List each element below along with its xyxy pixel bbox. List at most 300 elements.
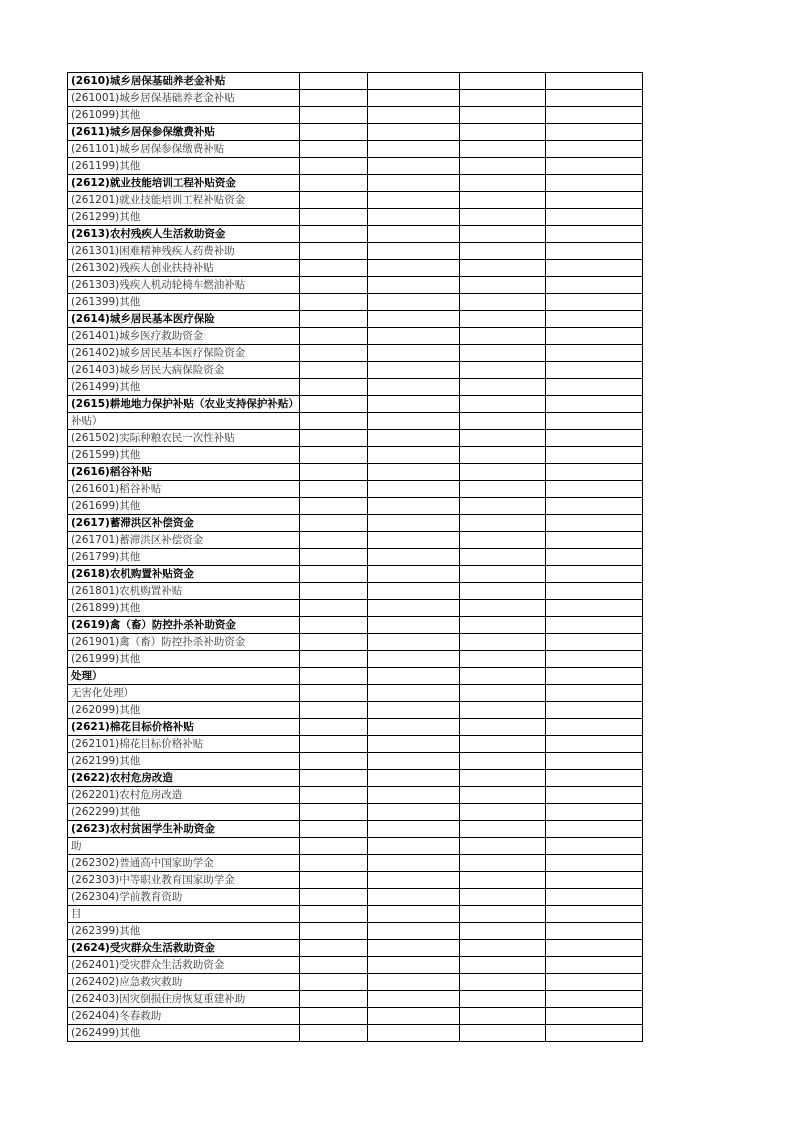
empty-value-cell[interactable] [459, 311, 545, 328]
empty-value-cell[interactable] [367, 702, 459, 719]
empty-value-cell[interactable] [299, 498, 367, 515]
empty-value-cell[interactable] [545, 974, 642, 991]
subcategory-cell[interactable]: (262401)受灾群众生活救助资金 [68, 957, 300, 974]
empty-value-cell[interactable] [299, 634, 367, 651]
subcategory-cell[interactable]: (261001)城乡居保基础养老金补贴 [68, 90, 300, 107]
empty-value-cell[interactable] [545, 90, 642, 107]
empty-value-cell[interactable] [545, 192, 642, 209]
table-row [68, 668, 643, 685]
empty-value-cell[interactable] [459, 974, 545, 991]
empty-value-cell[interactable] [545, 753, 642, 770]
empty-value-cell[interactable] [367, 583, 459, 600]
category-header-cell[interactable]: (2622)农村危房改造 [68, 770, 300, 787]
empty-value-cell[interactable] [545, 923, 642, 940]
empty-value-cell[interactable] [367, 957, 459, 974]
empty-value-cell[interactable] [367, 192, 459, 209]
empty-value-cell[interactable] [299, 804, 367, 821]
empty-value-cell[interactable] [367, 855, 459, 872]
empty-value-cell[interactable] [545, 345, 642, 362]
empty-value-cell[interactable] [367, 940, 459, 957]
empty-value-cell[interactable] [545, 838, 642, 855]
empty-value-cell[interactable] [545, 73, 642, 90]
empty-value-cell[interactable] [299, 107, 367, 124]
category-header-cell[interactable]: (2621)棉花目标价格补贴 [68, 719, 300, 736]
empty-value-cell[interactable] [545, 124, 642, 141]
empty-value-cell[interactable] [299, 1025, 367, 1042]
empty-value-cell[interactable] [367, 73, 459, 90]
empty-value-cell[interactable] [299, 124, 367, 141]
empty-value-cell[interactable] [545, 668, 642, 685]
empty-value-cell[interactable] [459, 770, 545, 787]
category-header-cell[interactable]: (2611)城乡居保参保缴费补贴 [68, 124, 300, 141]
empty-value-cell[interactable] [545, 464, 642, 481]
empty-value-cell[interactable] [545, 634, 642, 651]
empty-value-cell[interactable] [459, 940, 545, 957]
empty-value-cell[interactable] [299, 685, 367, 702]
category-header-cell[interactable]: (2619)禽（畜）防控扑杀补助资金 [68, 617, 300, 634]
empty-value-cell[interactable] [367, 430, 459, 447]
empty-value-cell[interactable] [299, 243, 367, 260]
empty-value-cell[interactable] [459, 787, 545, 804]
table-row [68, 464, 643, 481]
empty-value-cell[interactable] [299, 328, 367, 345]
empty-value-cell[interactable] [299, 413, 367, 430]
subcategory-cell[interactable]: (262304)学前教育资助 [68, 889, 300, 906]
empty-value-cell[interactable] [459, 532, 545, 549]
empty-value-cell[interactable] [367, 770, 459, 787]
empty-value-cell[interactable] [545, 515, 642, 532]
empty-value-cell[interactable] [299, 957, 367, 974]
empty-value-cell[interactable] [299, 447, 367, 464]
empty-value-cell[interactable] [299, 158, 367, 175]
category-header-cell[interactable]: (2624)受灾群众生活救助资金 [68, 940, 300, 957]
empty-value-cell[interactable] [459, 464, 545, 481]
empty-value-cell[interactable] [459, 362, 545, 379]
empty-value-cell[interactable] [299, 464, 367, 481]
category-header-cell[interactable]: (2610)城乡居保基础养老金补贴 [68, 73, 300, 90]
empty-value-cell[interactable] [545, 804, 642, 821]
empty-value-cell[interactable] [299, 651, 367, 668]
empty-value-cell[interactable] [299, 906, 367, 923]
empty-value-cell[interactable] [367, 158, 459, 175]
subcategory-cell[interactable]: (261701)蓄滞洪区补偿资金 [68, 532, 300, 549]
empty-value-cell[interactable] [545, 787, 642, 804]
empty-value-cell[interactable] [459, 736, 545, 753]
empty-value-cell[interactable] [545, 311, 642, 328]
empty-value-cell[interactable] [545, 855, 642, 872]
empty-value-cell[interactable] [299, 889, 367, 906]
empty-value-cell[interactable] [545, 957, 642, 974]
table-row [68, 532, 643, 549]
empty-value-cell[interactable] [299, 974, 367, 991]
subsidy-category-table [67, 72, 643, 1042]
subcategory-cell[interactable]: (262302)普通高中国家助学金 [68, 855, 300, 872]
empty-value-cell[interactable] [299, 345, 367, 362]
subcategory-cell[interactable]: (261299)其他 [68, 209, 300, 226]
empty-value-cell[interactable] [299, 991, 367, 1008]
subcategory-cell[interactable]: (262201)农村危房改造 [68, 787, 300, 804]
empty-value-cell[interactable] [367, 566, 459, 583]
empty-value-cell[interactable] [459, 226, 545, 243]
empty-value-cell[interactable] [545, 158, 642, 175]
empty-value-cell[interactable] [459, 991, 545, 1008]
subcategory-cell[interactable]: 助 [68, 838, 300, 855]
empty-value-cell[interactable] [459, 566, 545, 583]
empty-value-cell[interactable] [545, 175, 642, 192]
empty-value-cell[interactable] [367, 345, 459, 362]
empty-value-cell[interactable] [545, 226, 642, 243]
empty-value-cell[interactable] [459, 243, 545, 260]
table-row [68, 1008, 643, 1025]
empty-value-cell[interactable] [299, 838, 367, 855]
subcategory-cell[interactable]: (262099)其他 [68, 702, 300, 719]
subcategory-cell[interactable]: (261699)其他 [68, 498, 300, 515]
empty-value-cell[interactable] [299, 532, 367, 549]
empty-value-cell[interactable] [299, 515, 367, 532]
subcategory-cell[interactable]: (262303)中等职业教育国家助学金 [68, 872, 300, 889]
empty-value-cell[interactable] [545, 736, 642, 753]
empty-value-cell[interactable] [367, 1025, 459, 1042]
empty-value-cell[interactable] [545, 209, 642, 226]
empty-value-cell[interactable] [545, 583, 642, 600]
empty-value-cell[interactable] [459, 1008, 545, 1025]
empty-value-cell[interactable] [459, 515, 545, 532]
table-row [68, 226, 643, 243]
empty-value-cell[interactable] [459, 107, 545, 124]
subcategory-cell[interactable]: (261101)城乡居保参保缴费补贴 [68, 141, 300, 158]
empty-value-cell[interactable] [545, 430, 642, 447]
empty-value-cell[interactable] [459, 124, 545, 141]
empty-value-cell[interactable] [459, 73, 545, 90]
empty-value-cell[interactable] [459, 634, 545, 651]
empty-value-cell[interactable] [367, 787, 459, 804]
empty-value-cell[interactable] [299, 872, 367, 889]
empty-value-cell[interactable] [459, 158, 545, 175]
empty-value-cell[interactable] [367, 821, 459, 838]
empty-value-cell[interactable] [367, 328, 459, 345]
empty-value-cell[interactable] [459, 549, 545, 566]
empty-value-cell[interactable] [367, 243, 459, 260]
empty-value-cell[interactable] [545, 260, 642, 277]
empty-value-cell[interactable] [367, 464, 459, 481]
empty-value-cell[interactable] [545, 107, 642, 124]
empty-value-cell[interactable] [367, 974, 459, 991]
empty-value-cell[interactable] [459, 1025, 545, 1042]
empty-value-cell[interactable] [545, 685, 642, 702]
empty-value-cell[interactable] [299, 855, 367, 872]
category-header-cell[interactable]: (2623)农村贫困学生补助资金 [68, 821, 300, 838]
table-body [68, 73, 643, 1042]
empty-value-cell[interactable] [459, 702, 545, 719]
empty-value-cell[interactable] [299, 141, 367, 158]
empty-value-cell[interactable] [299, 566, 367, 583]
empty-value-cell[interactable] [545, 889, 642, 906]
category-header-cell[interactable]: (2613)农村残疾人生活救助资金 [68, 226, 300, 243]
category-header-cell[interactable]: (2617)蓄滞洪区补偿资金 [68, 515, 300, 532]
empty-value-cell[interactable] [299, 1008, 367, 1025]
empty-value-cell[interactable] [299, 311, 367, 328]
empty-value-cell[interactable] [459, 192, 545, 209]
subcategory-cell[interactable]: (261199)其他 [68, 158, 300, 175]
empty-value-cell[interactable] [459, 379, 545, 396]
empty-value-cell[interactable] [459, 175, 545, 192]
empty-value-cell[interactable] [367, 600, 459, 617]
empty-value-cell[interactable] [367, 1008, 459, 1025]
empty-value-cell[interactable] [367, 617, 459, 634]
empty-value-cell[interactable] [299, 821, 367, 838]
subcategory-cell[interactable]: (262403)因灾倒损住房恢复重建补助 [68, 991, 300, 1008]
empty-value-cell[interactable] [367, 498, 459, 515]
subcategory-cell[interactable]: (262101)棉花目标价格补贴 [68, 736, 300, 753]
empty-value-cell[interactable] [367, 651, 459, 668]
table-row [68, 362, 643, 379]
empty-value-cell[interactable] [545, 566, 642, 583]
empty-value-cell[interactable] [367, 736, 459, 753]
empty-value-cell[interactable] [545, 991, 642, 1008]
empty-value-cell[interactable] [367, 872, 459, 889]
subcategory-cell[interactable]: (261301)困难精神残疾人药费补助 [68, 243, 300, 260]
empty-value-cell[interactable] [459, 668, 545, 685]
category-header-cell[interactable]: (2612)就业技能培训工程补贴资金 [68, 175, 300, 192]
table-row [68, 702, 643, 719]
empty-value-cell[interactable] [299, 192, 367, 209]
empty-value-cell[interactable] [459, 804, 545, 821]
empty-value-cell[interactable] [545, 328, 642, 345]
empty-value-cell[interactable] [299, 736, 367, 753]
subcategory-cell[interactable]: 无害化处理） [68, 685, 300, 702]
table-row [68, 328, 643, 345]
empty-value-cell[interactable] [545, 651, 642, 668]
subcategory-cell[interactable]: (261499)其他 [68, 379, 300, 396]
empty-value-cell[interactable] [367, 634, 459, 651]
empty-value-cell[interactable] [299, 379, 367, 396]
subcategory-cell[interactable]: (261799)其他 [68, 549, 300, 566]
empty-value-cell[interactable] [545, 379, 642, 396]
empty-value-cell[interactable] [459, 294, 545, 311]
empty-value-cell[interactable] [299, 940, 367, 957]
empty-value-cell[interactable] [367, 753, 459, 770]
empty-value-cell[interactable] [545, 719, 642, 736]
subcategory-cell[interactable]: (262399)其他 [68, 923, 300, 940]
empty-value-cell[interactable] [367, 226, 459, 243]
empty-value-cell[interactable] [299, 617, 367, 634]
empty-value-cell[interactable] [367, 90, 459, 107]
subcategory-cell[interactable]: (261302)残疾人创业扶持补贴 [68, 260, 300, 277]
empty-value-cell[interactable] [459, 957, 545, 974]
subcategory-cell[interactable]: (261901)禽（畜）防控扑杀补助资金 [68, 634, 300, 651]
empty-value-cell[interactable] [367, 481, 459, 498]
empty-value-cell[interactable] [367, 668, 459, 685]
empty-value-cell[interactable] [459, 600, 545, 617]
empty-value-cell[interactable] [459, 430, 545, 447]
empty-value-cell[interactable] [545, 872, 642, 889]
subcategory-cell[interactable]: (262299)其他 [68, 804, 300, 821]
empty-value-cell[interactable] [367, 923, 459, 940]
empty-value-cell[interactable] [545, 532, 642, 549]
category-header-cell[interactable]: 处理） [68, 668, 300, 685]
empty-value-cell[interactable] [459, 260, 545, 277]
empty-value-cell[interactable] [545, 413, 642, 430]
empty-value-cell[interactable] [459, 209, 545, 226]
empty-value-cell[interactable] [459, 396, 545, 413]
empty-value-cell[interactable] [545, 549, 642, 566]
subcategory-cell[interactable]: (261899)其他 [68, 600, 300, 617]
empty-value-cell[interactable] [459, 855, 545, 872]
subcategory-cell[interactable]: 目 [68, 906, 300, 923]
empty-value-cell[interactable] [367, 277, 459, 294]
subcategory-cell[interactable]: (261399)其他 [68, 294, 300, 311]
empty-value-cell[interactable] [545, 617, 642, 634]
empty-value-cell[interactable] [299, 362, 367, 379]
empty-value-cell[interactable] [367, 396, 459, 413]
empty-value-cell[interactable] [299, 770, 367, 787]
empty-value-cell[interactable] [459, 617, 545, 634]
empty-value-cell[interactable] [299, 209, 367, 226]
subcategory-cell[interactable]: (261099)其他 [68, 107, 300, 124]
empty-value-cell[interactable] [367, 260, 459, 277]
empty-value-cell[interactable] [367, 447, 459, 464]
category-header-cell[interactable]: (2616)稻谷补贴 [68, 464, 300, 481]
subcategory-cell[interactable]: (261999)其他 [68, 651, 300, 668]
table-row [68, 396, 643, 413]
empty-value-cell[interactable] [367, 906, 459, 923]
category-header-cell[interactable]: (2615)耕地地力保护补贴（农业支持保护补贴） [68, 396, 300, 413]
empty-value-cell[interactable] [459, 753, 545, 770]
empty-value-cell[interactable] [545, 1008, 642, 1025]
empty-value-cell[interactable] [367, 515, 459, 532]
empty-value-cell[interactable] [367, 141, 459, 158]
empty-value-cell[interactable] [299, 702, 367, 719]
empty-value-cell[interactable] [367, 991, 459, 1008]
empty-value-cell[interactable] [459, 447, 545, 464]
empty-value-cell[interactable] [367, 413, 459, 430]
subcategory-cell[interactable]: (261303)残疾人机动轮椅车燃油补贴 [68, 277, 300, 294]
subcategory-cell[interactable]: (261403)城乡居民大病保险资金 [68, 362, 300, 379]
empty-value-cell[interactable] [545, 1025, 642, 1042]
empty-value-cell[interactable] [545, 294, 642, 311]
table-row [68, 260, 643, 277]
empty-value-cell[interactable] [367, 889, 459, 906]
subcategory-cell[interactable]: (261402)城乡居民基本医疗保险资金 [68, 345, 300, 362]
empty-value-cell[interactable] [299, 396, 367, 413]
subcategory-cell[interactable]: (262404)冬春救助 [68, 1008, 300, 1025]
empty-value-cell[interactable] [545, 141, 642, 158]
subcategory-cell[interactable]: (261201)就业技能培训工程补贴资金 [68, 192, 300, 209]
table-row [68, 940, 643, 957]
empty-value-cell[interactable] [367, 362, 459, 379]
empty-value-cell[interactable] [367, 107, 459, 124]
empty-value-cell[interactable] [299, 668, 367, 685]
empty-value-cell[interactable] [299, 73, 367, 90]
empty-value-cell[interactable] [367, 838, 459, 855]
empty-value-cell[interactable] [367, 294, 459, 311]
empty-value-cell[interactable] [299, 753, 367, 770]
empty-value-cell[interactable] [459, 906, 545, 923]
empty-value-cell[interactable] [367, 311, 459, 328]
empty-value-cell[interactable] [545, 702, 642, 719]
empty-value-cell[interactable] [545, 396, 642, 413]
empty-value-cell[interactable] [299, 226, 367, 243]
empty-value-cell[interactable] [459, 651, 545, 668]
empty-value-cell[interactable] [299, 260, 367, 277]
empty-value-cell[interactable] [545, 600, 642, 617]
empty-value-cell[interactable] [367, 532, 459, 549]
empty-value-cell[interactable] [459, 498, 545, 515]
subcategory-cell[interactable]: (262402)应急救灾救助 [68, 974, 300, 991]
category-header-cell[interactable]: (2614)城乡居民基本医疗保险 [68, 311, 300, 328]
empty-value-cell[interactable] [367, 379, 459, 396]
empty-value-cell[interactable] [545, 770, 642, 787]
subcategory-cell[interactable]: (261502)实际种粮农民一次性补贴 [68, 430, 300, 447]
empty-value-cell[interactable] [545, 362, 642, 379]
empty-value-cell[interactable] [299, 294, 367, 311]
empty-value-cell[interactable] [299, 583, 367, 600]
empty-value-cell[interactable] [459, 821, 545, 838]
empty-value-cell[interactable] [459, 277, 545, 294]
empty-value-cell[interactable] [459, 345, 545, 362]
empty-value-cell[interactable] [299, 600, 367, 617]
empty-value-cell[interactable] [459, 413, 545, 430]
empty-value-cell[interactable] [545, 243, 642, 260]
table-row [68, 413, 643, 430]
empty-value-cell[interactable] [299, 787, 367, 804]
empty-value-cell[interactable] [459, 90, 545, 107]
empty-value-cell[interactable] [299, 430, 367, 447]
empty-value-cell[interactable] [299, 90, 367, 107]
empty-value-cell[interactable] [459, 481, 545, 498]
empty-value-cell[interactable] [299, 277, 367, 294]
empty-value-cell[interactable] [459, 719, 545, 736]
empty-value-cell[interactable] [459, 141, 545, 158]
empty-value-cell[interactable] [299, 481, 367, 498]
empty-value-cell[interactable] [545, 906, 642, 923]
empty-value-cell[interactable] [299, 923, 367, 940]
subcategory-cell[interactable]: (262499)其他 [68, 1025, 300, 1042]
empty-value-cell[interactable] [299, 549, 367, 566]
empty-value-cell[interactable] [367, 719, 459, 736]
empty-value-cell[interactable] [545, 940, 642, 957]
empty-value-cell[interactable] [459, 583, 545, 600]
empty-value-cell[interactable] [299, 719, 367, 736]
empty-value-cell[interactable] [545, 277, 642, 294]
empty-value-cell[interactable] [545, 447, 642, 464]
subcategory-cell[interactable]: (261801)农机购置补贴 [68, 583, 300, 600]
empty-value-cell[interactable] [367, 549, 459, 566]
empty-value-cell[interactable] [545, 821, 642, 838]
subcategory-cell[interactable]: 补贴） [68, 413, 300, 430]
empty-value-cell[interactable] [459, 328, 545, 345]
subcategory-cell[interactable]: (261401)城乡医疗救助资金 [68, 328, 300, 345]
empty-value-cell[interactable] [459, 685, 545, 702]
empty-value-cell[interactable] [367, 124, 459, 141]
empty-value-cell[interactable] [545, 498, 642, 515]
empty-value-cell[interactable] [545, 481, 642, 498]
empty-value-cell[interactable] [459, 923, 545, 940]
subcategory-cell[interactable]: (261599)其他 [68, 447, 300, 464]
empty-value-cell[interactable] [459, 838, 545, 855]
table-row [68, 787, 643, 804]
empty-value-cell[interactable] [459, 872, 545, 889]
empty-value-cell[interactable] [459, 889, 545, 906]
subcategory-cell[interactable]: (261601)稻谷补贴 [68, 481, 300, 498]
category-header-cell[interactable]: (2618)农机购置补贴资金 [68, 566, 300, 583]
empty-value-cell[interactable] [367, 175, 459, 192]
empty-value-cell[interactable] [367, 685, 459, 702]
empty-value-cell[interactable] [299, 175, 367, 192]
subcategory-cell[interactable]: (262199)其他 [68, 753, 300, 770]
empty-value-cell[interactable] [367, 804, 459, 821]
empty-value-cell[interactable] [367, 209, 459, 226]
